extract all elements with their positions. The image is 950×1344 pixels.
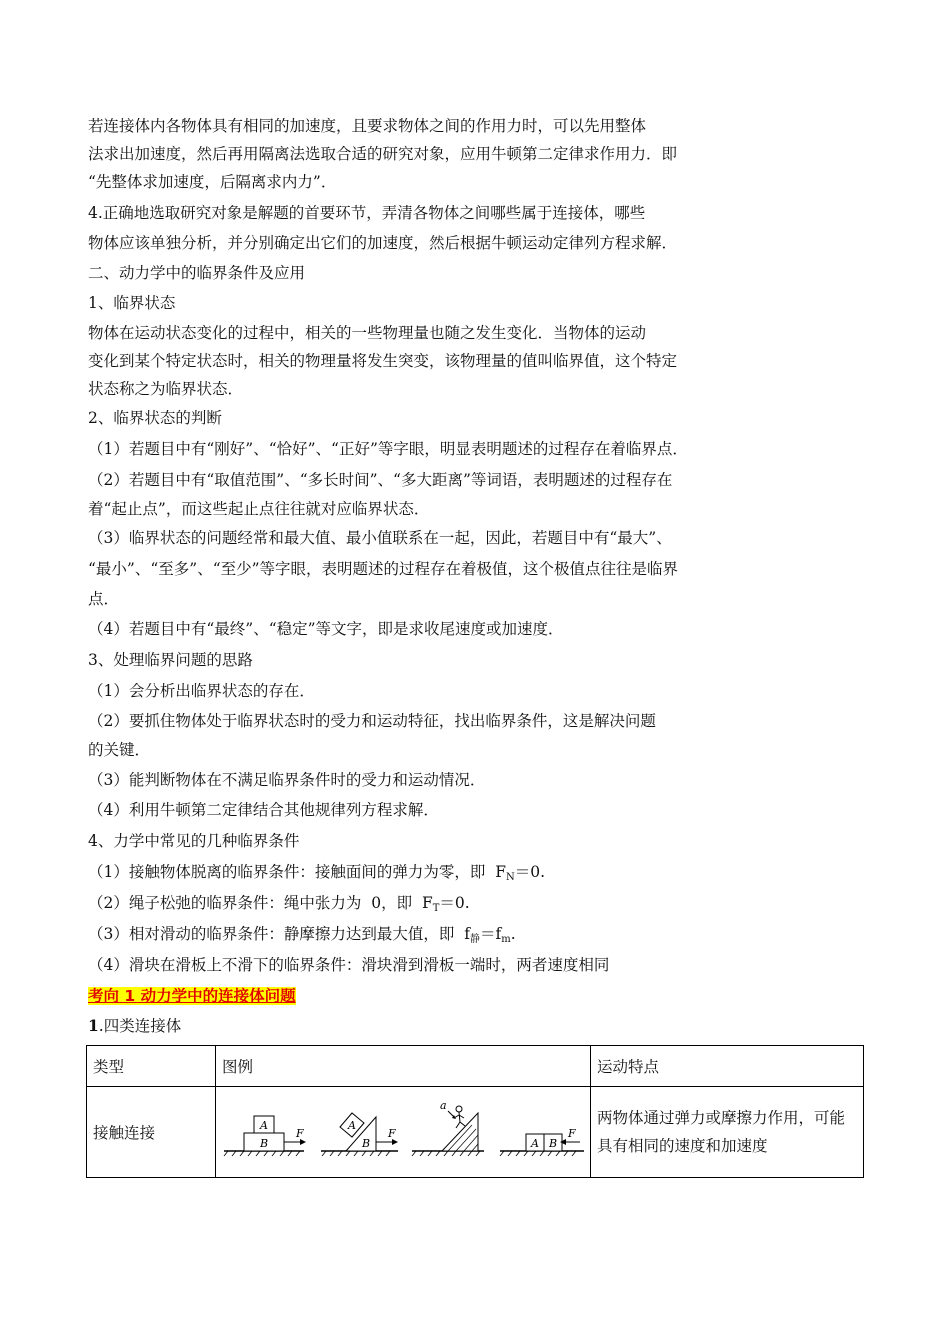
label-a: A bbox=[348, 1119, 356, 1132]
subsection-title: 3、处理临界问题的思路 bbox=[88, 651, 253, 669]
cell-motion bbox=[591, 1087, 864, 1178]
contact-connection-diagram bbox=[216, 1087, 590, 1173]
condition-3 bbox=[88, 924, 516, 950]
label-f: F bbox=[388, 1127, 396, 1140]
paragraph-line: 4.正确地选取研究对象是解题的首要环节，弄清各物体之间哪些属于连接体，哪些 bbox=[88, 204, 646, 222]
label-a: A bbox=[531, 1137, 539, 1150]
subsection-title: 1、临界状态 bbox=[88, 294, 176, 312]
force-subscript: N bbox=[506, 872, 515, 883]
topic-heading-line bbox=[88, 986, 296, 1006]
figure-side-blocks bbox=[500, 1127, 584, 1156]
paragraph-line: 变化到某个特定状态时，相关的物理量将发生突变，该物理量的值叫临界值，这个特定 bbox=[88, 352, 678, 370]
list-item: （1）会分析出临界状态的存在． bbox=[88, 682, 315, 700]
label-f: F bbox=[568, 1127, 576, 1140]
paragraph-line: 法求出加速度，然后再用隔离法选取合适的研究对象，应用牛顿第二定律求作用力．即 bbox=[88, 145, 678, 163]
force-subscript: T bbox=[432, 903, 440, 914]
connector-types-table bbox=[86, 1045, 864, 1178]
equation-rest: ＝0. bbox=[439, 894, 470, 912]
list-item: （4）若题目中有“最终”、“稳定”等文字，即是求收尾速度或加速度． bbox=[88, 620, 564, 638]
table-caption bbox=[88, 1016, 181, 1036]
label-accel: a bbox=[440, 1099, 447, 1112]
equation-rest: ＝f bbox=[479, 925, 502, 943]
condition-text: （2）绳子松弛的临界条件：绳中张力为 bbox=[88, 894, 362, 912]
condition-4: （4）滑块在滑板上不滑下的临界条件：滑块滑到滑板一端时，两者速度相同 bbox=[88, 956, 610, 974]
table-header-row bbox=[87, 1046, 864, 1087]
figure-person-incline bbox=[412, 1099, 484, 1156]
cell-figure bbox=[216, 1087, 591, 1178]
equation-end: . bbox=[510, 925, 516, 943]
label-b: B bbox=[361, 1137, 371, 1150]
topic-heading: 考向 1 动力学中的连接体问题 bbox=[88, 987, 296, 1005]
caption-text: .四类连接体 bbox=[98, 1017, 182, 1035]
friction-symbol: f bbox=[464, 925, 470, 943]
condition-text: （3）相对滑动的临界条件：静摩擦力达到最大值，即 bbox=[88, 925, 455, 943]
paragraph-line: 若连接体内各物体具有相同的加速度，且要求物体之间的作用力时，可以先用整体 bbox=[88, 117, 647, 135]
condition-text: （1）接触物体脱离的临界条件：接触面间的弹力为零，即 bbox=[88, 863, 486, 881]
subsection-title: 4、力学中常见的几种临界条件 bbox=[88, 832, 300, 850]
label-b: B bbox=[259, 1137, 269, 1150]
caption-number: 1 bbox=[88, 1016, 99, 1035]
list-item: （3）能判断物体在不满足临界条件时的受力和运动情况． bbox=[88, 771, 486, 789]
list-item: （3）临界状态的问题经常和最大值、最小值联系在一起，因此，若题目中有“最大”、 bbox=[88, 529, 672, 547]
condition-2 bbox=[88, 893, 470, 919]
list-item: 的关键． bbox=[88, 741, 151, 759]
figure-wedge-blocks bbox=[321, 1113, 398, 1156]
label-a: A bbox=[260, 1119, 268, 1132]
subsection-title: 2、临界状态的判断 bbox=[88, 409, 222, 427]
label-f: F bbox=[296, 1127, 304, 1140]
header-figure: 图例 bbox=[216, 1046, 591, 1087]
header-motion: 运动特点 bbox=[591, 1046, 864, 1087]
list-item: （4）利用牛顿第二定律结合其他规律列方程求解． bbox=[88, 801, 439, 819]
friction-max-subscript: m bbox=[501, 934, 511, 945]
condition-1 bbox=[88, 862, 545, 888]
section-title: 二、动力学中的临界条件及应用 bbox=[88, 264, 306, 282]
equation-zero: 0，即 bbox=[371, 894, 413, 912]
paragraph-line: 物体在运动状态变化的过程中，相关的一些物理量也随之发生变化．当物体的运动 bbox=[88, 324, 647, 342]
list-item: “最小”、“至多”、“至少”等字眼，表明题述的过程存在着极值，这个极值点往往是临界 bbox=[88, 560, 679, 578]
force-symbol: F bbox=[421, 894, 433, 912]
paragraph-line: 状态称之为临界状态． bbox=[88, 380, 244, 398]
label-b: B bbox=[548, 1137, 558, 1150]
header-type: 类型 bbox=[87, 1046, 216, 1087]
figure-stacked-blocks bbox=[224, 1116, 306, 1156]
paragraph-line: “先整体求加速度，后隔离求内力”． bbox=[88, 173, 337, 191]
equation-rest: ＝0. bbox=[514, 863, 546, 881]
list-item: 点． bbox=[88, 590, 120, 608]
list-item: 着“起止点”，而这些起止点往往就对应临界状态． bbox=[88, 500, 430, 518]
list-item: （2）要抓住物体处于临界状态时的受力和运动特征，找出临界条件，这是解决问题 bbox=[88, 712, 656, 730]
force-symbol: F bbox=[495, 863, 506, 881]
table-row bbox=[87, 1087, 864, 1178]
list-item: （2）若题目中有“取值范围”、“多长时间”、“多大距离”等词语，表明题述的过程存在 bbox=[88, 471, 673, 489]
paragraph-line: 物体应该单独分析，并分别确定出它们的加速度，然后根据牛顿运动定律列方程求解． bbox=[88, 234, 678, 252]
list-item: （1）若题目中有“刚好”、“恰好”、“正好”等字眼，明显表明题述的过程存在着临界点． bbox=[88, 440, 688, 458]
friction-subscript: 静 bbox=[469, 934, 480, 945]
motion-description: 两物体通过弹力或摩擦力作用，可能具有相同的速度和加速度 bbox=[597, 1109, 846, 1155]
cell-type: 接触连接 bbox=[87, 1087, 216, 1178]
